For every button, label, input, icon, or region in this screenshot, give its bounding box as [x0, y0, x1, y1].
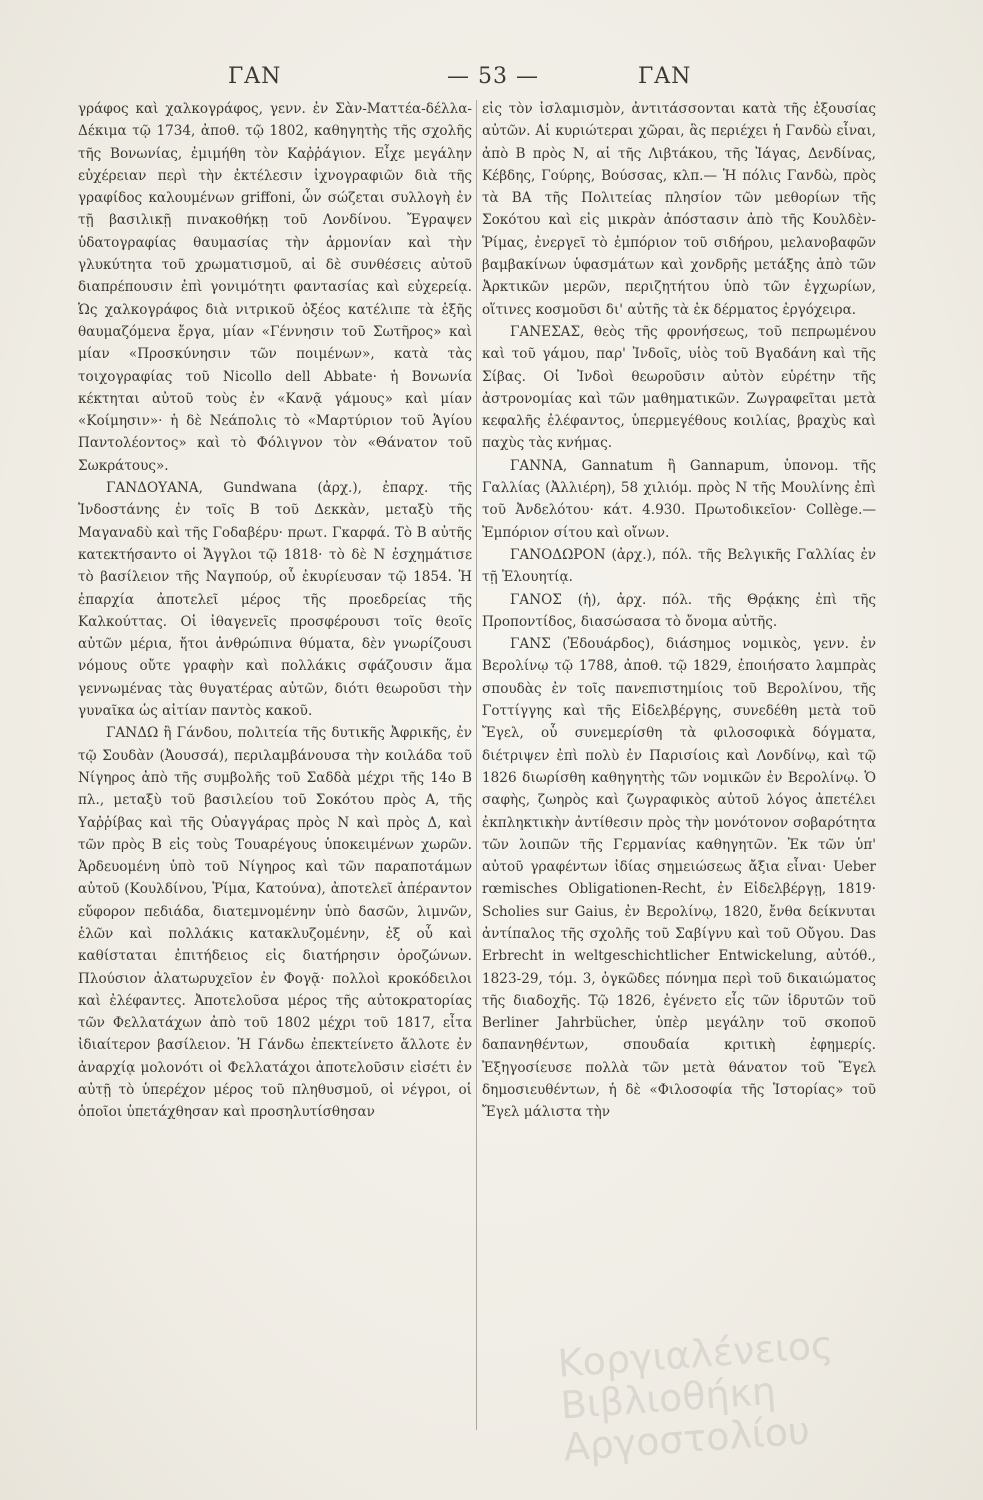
page-number: — 53 — [447, 64, 539, 89]
entry-gando: ΓΑΝΔΩ ἢ Γάνδου, πολιτεία τῆς δυτικῆς Ἀφρικῆς, ἐν τῷ Σουδὰν (Ἀουσσά), περιλαμβάνουσα τὴν κοιλάδα τοῦ Νίγηρος ἀπὸ τῆς συμβολῆς τοῦ Σαδδὰ μέχρι τῆς 14ο Β πλ., μεταξὺ τοῦ βασιλείου τοῦ Σοκότου πρὸς Α, τῆς Υαῤῥίβας καὶ τῆς Οὐαγγάρας πρὸς Ν καὶ πρὸς Δ, καὶ τῶν πρὸς Β εἰς τοὺς Τουαρέγους ὑποκειμένων χωρῶν. Ἀρδευομένη ὑπὸ τοῦ Νίγηρος καὶ τῶν παραποτάμων αὐτοῦ (Κουλδίνου, Ῥίμα, Κατούνα), ἀποτελεῖ ἀπέραντον εὔφορον πεδιάδα, διατεμνομένην ὑπὸ δασῶν, λιμνῶν, ἑλῶν καὶ πολλάκις κατακλυζομένην, ἐξ οὗ καὶ καθίσταται ἐπιτήδειος εἰς διατήρησιν ὀροζώνων. Πλούσιον ἀλατωρυχεῖον ἐν Φογᾷ· πολλοὶ κροκόδειλοι καὶ ἐλέφαντες. Ἀποτελοῦσα μέρος τῆς αὐτοκρατορίας τῶν Φελλατάχων ἀπὸ τοῦ 1802 μέχρι τοῦ 1817, εἶτα ἰδιαίτερον βασίλειον. Ἡ Γάνδω ἐπεκτείνετο ἄλλοτε ἐν ἀναρχίᾳ μολονότι οἱ Φελλατάχοι ἀποτελοῦσιν εἰσέτι ἐν αὐτῇ τὸ ὑπερέχον μέρος τοῦ πληθυσμοῦ, οἱ νέγροι, οἱ ὁποῖοι ὑπετάχθησαν καὶ προσηλυτίσθησαν [78, 725, 472, 1121]
header-right-guideword: ΓΑΝ [638, 64, 692, 89]
entry-gandouana: ΓΑΝΔΟΥΑΝΑ, Gundwana (ἀρχ.), ἐπαρχ. τῆς Ἰνδοστάνης ἐν τοῖς Β τοῦ Δεκκὰν, μεταξὺ τῆς Μαγαναδὺ καὶ τῆς Γοδαβέρυ· πρωτ. Γκαρφά. Τὸ Β αὐτῆς κατεκτήσαντο οἱ Ἄγγλοι τῷ 1818· τὸ δὲ Ν ἐσχημάτισε τὸ βασίλειον τῆς Ναγπούρ, οὗ ἐκυρίευσαν τῷ 1854. Ἡ ἐπαρχία ἀποτελεῖ μέρος τῆς προεδρείας τῆς Καλκούττας. Οἱ ἰθαγενεῖς προσφέρουσι τοῖς θεοῖς αὐτῶν μέρια, ἤτοι ἀνθρώπινα θύματα, δὲν γνωρίζουσι νόμους οὔτε γραφὴν καὶ πολλάκις σφάζουσιν ἅμα γεννωμένας τὰς θυγατέρας αὐτῶν, διότι θεωροῦσι τὴν γυναῖκα ὡς αἰτίαν παντὸς κακοῦ. [78, 480, 472, 720]
right-column [482, 98, 876, 1433]
entry-ganodoron: ΓΑΝΟΔΩΡΟΝ (ἀρχ.), πόλ. τῆς Βελγικῆς Γαλλίας ἐν τῇ Ἑλουητίᾳ. [482, 546, 876, 586]
left-column [78, 98, 472, 1433]
entry-gans: ΓΑΝΣ (Ἐδουάρδος), διάσημος νομικὸς, γενν. ἐν Βερολίνῳ τῷ 1788, ἀποθ. τῷ 1829, ἐποιήσατο λαμπρὰς σπουδὰς ἐν τοῖς πανεπιστημίοις τοῦ Βερολίνου, τῆς Γοττίγγης καὶ τῆς Εἰδελβέργης, συνεδέθη μετὰ τοῦ Ἔγελ, οὗ συνεμερίσθη τὰ φιλοσοφικὰ δόγματα, διέτριψεν ἐπὶ πολὺ ἐν Παρισίοις καὶ Λονδίνῳ, καὶ τῷ 1826 διωρίσθη καθηγητὴς τῶν νομικῶν ἐν Βερολίνῳ. Ὁ σαφὴς, ζωηρὸς καὶ ζωγραφικὸς αὐτοῦ λόγος ἀπετέλει ἐκπληκτικὴν ἀντίθεσιν πρὸς τὴν μονότονον σοβαρότητα τῶν λοιπῶν τῆς Γερμανίας καθηγητῶν. Ἐκ τῶν ὑπ' αὐτοῦ γραφέντων ἰδίας σημειώσεως ἄξια εἶναι· Ueber rœmisches Obligationen-Recht, ἐν Εἰδελβέργῃ, 1819· Scholies sur Gaius, ἐν Βερολίνῳ, 1820, ἔνθα δείκνυται ἀντίπαλος τῆς σχολῆς τοῦ Σαβίγνυ καὶ τοῦ Οὔγου. Das Erbrecht in weltgeschichtlicher Entwickelung, αὐτόθ., 1823-29, τόμ. 3, ὀγκῶδες πόνημα περὶ τοῦ δικαιώματος τῆς διαδοχῆς. Τῷ 1826, ἐγένετο εἷς τῶν ἱδρυτῶν τοῦ Berliner Jahrbücher, ὑπὲρ μεγάλην τοῦ σκοποῦ δαπανηθέντων, σπουδαία κριτικὴ ἐφημερίς. Ἐξηγοσίευσε πολλὰ τῶν μετὰ θάνατον τοῦ Ἔγελ δημοσιευθέντων, ἡ δὲ «Φιλοσοφία τῆς Ἱστορίας» τοῦ Ἔγελ μάλιστα τὴν [482, 636, 876, 1121]
entry-gando-continuation: εἰς τὸν ἰσλαμισμὸν, ἀντιτάσσονται κατὰ τῆς ἐξουσίας αὐτῶν. Αἱ κυριώτεραι χῶραι, ἃς περιέχει ἡ Γανδὼ εἶναι, ἀπὸ Β πρὸς Ν, αἱ τῆς Λιβτάκου, τῆς Ἰάγας, Δενδίνας, Κέβδης, Γούρης, Βούσσας, κλπ.— Ἡ πόλις Γανδὼ, πρὸς τὰ ΒΑ τῆς Πολιτείας πλησίον τῶν μεθορίων τῆς Σοκότου καὶ εἰς μικρὰν ἀπόστασιν ἀπὸ τῆς Κουλδὲν-Ῥίμας, ἐνεργεῖ τὸ ἐμπόριον τοῦ σιδήρου, μελανοβαφῶν βαμβακίνων ὑφασμάτων καὶ χονδρῆς μετάξης ἀπὸ τῶν Ἀρκτικῶν μερῶν, περιζητήτου ὑπὸ τῶν ἐγχωρίων, οἵτινες κοσμοῦσι δι' αὐτῆς τὰ ἐκ δέρματος ἐργόχειρα. [482, 101, 876, 318]
entry-ganesas: ΓΑΝΕΣΑΣ, θεὸς τῆς φρονήσεως, τοῦ πεπρωμένου καὶ τοῦ γάμου, παρ' Ἰνδοῖς, υἱὸς τοῦ Βγαδάνη καὶ τῆς Σίβας. Οἱ Ἰνδοὶ θεωροῦσιν αὐτὸν εὑρέτην τῆς ἀστρονομίας καὶ τῶν μαθηματικῶν. Ζωγραφεῖται μετὰ κεφαλῆς ἐλέφαντος, ὑπερμεγέθους κοιλίας, βραχὺς καὶ παχὺς τὰς κνήμας. [482, 323, 876, 452]
entry-ganos: ΓΑΝΟΣ (ἡ), ἀρχ. πόλ. τῆς Θρᾴκης ἐπὶ τῆς Προποντίδος, διασώσασα τὸ ὄνομα αὐτῆς. [482, 591, 876, 630]
entry-ganna: ΓΑΝΝΑ, Gannatum ἢ Gannapum, ὑπονομ. τῆς Γαλλίας (Ἀλλιέρη), 58 χιλιόμ. πρὸς Ν τῆς Μουλίνης ἐπὶ τοῦ Ἀνδελότου· κάτ. 4.930. Πρωτοδικεῖον· Collège.— Ἐμπόριον σίτου καὶ οἴνων. [482, 457, 876, 541]
header-left-guideword: ΓΑΝ [228, 64, 282, 89]
library-watermark: Κοργιαλένειος Βιβλιοθήκη Αργοστολίου [556, 1322, 835, 1470]
running-header [78, 60, 906, 100]
column-divider [476, 100, 477, 1430]
entry-continuation: γράφος καὶ χαλκογράφος, γενν. ἐν Σὰν-Ματτέα-δέλλα-Δέκιμα τῷ 1734, ἀποθ. τῷ 1802, καθηγητὴς τῆς σχολῆς τῆς Βονωνίας, ἐμιμήθη τὸν Καῤῥάγιον. Εἶχε μεγάλην εὐχέρειαν περὶ τὴν ἐκτέλεσιν ἰχνογραφιῶν διὰ τῆς γραφίδος καλουμένων griffoni, ὧν σώζεται συλλογὴ ἐν τῇ βασιλικῇ πινακοθήκῃ τοῦ Λονδίνου. Ἔγραψεν ὑδατογραφίας θαυμασίας τὴν ἁρμονίαν καὶ τὴν γλυκύτητα τοῦ χρωματισμοῦ, αἱ δὲ συνθέσεις αὐτοῦ διαπρέπουσιν ἐπὶ γονιμότητι φαντασίας καὶ εὐχερείᾳ. Ὡς χαλκογράφος διὰ νιτρικοῦ ὀξέος κατέλιπε τὰ ἑξῆς θαυμαζόμενα ἔργα, μίαν «Γέννησιν τοῦ Σωτῆρος» καὶ μίαν «Προσκύνησιν τῶν ποιμένων», κατὰ τὰς τοιχογραφίας τοῦ Nicollo dell Abbate· ἡ Βονωνία κέκτηται αὐτοῦ τοὺς ἐν «Κανᾷ γάμους» καὶ μίαν «Κοίμησιν»· ἡ δὲ Νεάπολις τὸ «Μαρτύριον τοῦ Ἁγίου Παντολέοντος» καὶ τὸ Φόλιγνον τὸν «Θάνατον τοῦ Σωκράτους». [78, 101, 472, 474]
